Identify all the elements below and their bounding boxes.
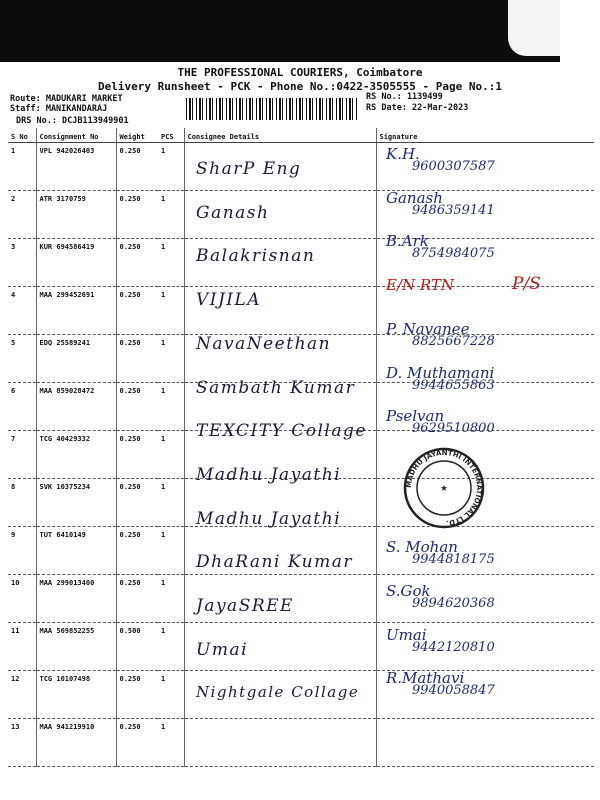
row-weight: 0.250 — [116, 719, 158, 767]
signature-mark: B.Ark — [386, 232, 429, 251]
row-pcs: 1 — [158, 623, 184, 671]
row-pcs: 1 — [158, 431, 184, 479]
signature-mark: D. Muthamani — [386, 363, 495, 382]
table-row — [8, 191, 594, 239]
consignee-handwritten-name: Madhu Jayathi — [196, 508, 342, 529]
row-consignment-no: MAA 299452691 — [36, 287, 116, 335]
recipient-phone-number: 8825667228 — [412, 333, 495, 349]
recipient-phone-number: 9600307587 — [412, 159, 495, 174]
status-mark: P/S — [512, 274, 541, 295]
consignee-handwritten-name: NavaNeethan — [196, 333, 332, 354]
consignee-handwritten-name: JayaSREE — [196, 596, 294, 616]
recipient-phone-number: 9442120810 — [412, 639, 495, 655]
consignee-handwritten-name: Ganash — [196, 202, 270, 223]
signature-mark: S. Mohan — [386, 538, 458, 557]
row-sno: 1 — [8, 143, 36, 191]
row-sno: 5 — [8, 335, 36, 383]
row-pcs: 1 — [158, 527, 184, 575]
row-weight: 0.250 — [116, 527, 158, 575]
runsheet-subtitle: Delivery Runsheet - PCK - Phone No.:0422-3505555 - Page No.:1 — [98, 80, 502, 93]
row-consignment-no: ATR 3170759 — [36, 191, 116, 239]
row-weight: 0.250 — [116, 479, 158, 527]
row-pcs: 1 — [158, 479, 184, 527]
table-header-row — [8, 128, 594, 143]
row-signature-cell — [376, 719, 594, 767]
row-consignment-no: TCG 10107498 — [36, 671, 116, 719]
row-pcs: 1 — [158, 575, 184, 623]
row-sno: 7 — [8, 431, 36, 479]
consignee-handwritten-name: Nightgale Collage — [196, 683, 360, 702]
recipient-phone-number: 9894620368 — [412, 596, 495, 611]
table-row — [8, 575, 594, 623]
consignee-handwritten-name: Sambath Kumar — [196, 377, 356, 398]
row-weight: 0.250 — [116, 383, 158, 431]
consignee-handwritten-name: Umai — [196, 639, 249, 660]
barcode — [186, 98, 358, 120]
row-pcs: 1 — [158, 719, 184, 767]
row-pcs: 1 — [158, 287, 184, 335]
row-weight: 0.250 — [116, 191, 158, 239]
row-sno: 9 — [8, 527, 36, 575]
signature-mark: Pselvan — [386, 407, 445, 426]
staff-label: Staff: MANIKANDARAJ — [10, 104, 108, 114]
signature-mark: K.H. — [386, 145, 420, 163]
row-pcs: 1 — [158, 239, 184, 287]
row-consignment-no: TCG 40429332 — [36, 431, 116, 479]
row-consignment-no: VPL 942026403 — [36, 143, 116, 191]
consignee-handwritten-name: Madhu Jayathi — [196, 464, 342, 485]
row-sno: 3 — [8, 239, 36, 287]
table-row — [8, 287, 594, 335]
row-weight: 0.250 — [116, 287, 158, 335]
row-sno: 10 — [8, 575, 36, 623]
row-sno: 2 — [8, 191, 36, 239]
row-consignment-no: TUT 6410149 — [36, 527, 116, 575]
row-weight: 0.250 — [116, 431, 158, 479]
row-consignment-no: MAA 941219910 — [36, 719, 116, 767]
recipient-phone-number: 9944818175 — [412, 552, 495, 568]
row-weight: 0.250 — [116, 239, 158, 287]
row-weight: 0.250 — [116, 335, 158, 383]
route-label: Route: MADUKARI MARKET — [10, 94, 123, 104]
row-consignment-no: MAA 299013400 — [36, 575, 116, 623]
recipient-phone-number: 9940058847 — [412, 683, 495, 699]
col-header-consignment: Consignment No — [36, 128, 116, 143]
row-consignment-no: MAA 859028472 — [36, 383, 116, 431]
table-row — [8, 719, 594, 767]
consignee-handwritten-name: SharP Eng — [196, 159, 302, 179]
signature-mark: R.Mathavi — [386, 669, 465, 688]
row-consignment-no: EDQ 25589241 — [36, 335, 116, 383]
row-sno: 11 — [8, 623, 36, 671]
row-weight: 0.250 — [116, 575, 158, 623]
row-weight: 0.500 — [116, 623, 158, 671]
row-pcs: 1 — [158, 191, 184, 239]
row-consignee-cell — [184, 719, 376, 767]
col-header-weight: Weight — [116, 128, 158, 143]
table-row — [8, 623, 594, 671]
rs-date: RS Date: 22-Mar-2023 — [366, 103, 469, 113]
col-header-consignee: Consignee Details — [184, 128, 376, 143]
row-sno: 4 — [8, 287, 36, 335]
row-weight: 0.250 — [116, 671, 158, 719]
recipient-phone-number: 9629510800 — [412, 421, 495, 437]
svg-text:★: ★ — [440, 480, 448, 494]
rs-number: RS No.: 1139499 — [366, 92, 443, 102]
row-pcs: 1 — [158, 383, 184, 431]
row-weight: 0.250 — [116, 143, 158, 191]
signature-mark: Ganash — [386, 188, 443, 207]
consignee-handwritten-name: TEXCITY Collage — [196, 421, 367, 442]
signature-mark: P. Navanee — [386, 319, 470, 338]
recipient-phone-number: 9944655863 — [412, 377, 495, 393]
drs-number: DRS No.: DCJB113949901 — [16, 116, 129, 126]
row-pcs: 1 — [158, 335, 184, 383]
col-header-pcs: PCS — [158, 128, 184, 143]
row-consignment-no: MAA 569852255 — [36, 623, 116, 671]
col-header-sno: S No — [8, 128, 36, 143]
signature-mark: E/N RTN — [386, 276, 455, 295]
row-consignment-no: SVK 10375234 — [36, 479, 116, 527]
row-pcs: 1 — [158, 671, 184, 719]
runsheet-table — [8, 128, 594, 767]
row-sno: 6 — [8, 383, 36, 431]
stamp-text: MADHU JAYANTHI INTERNATIONAL LTD. — [404, 448, 484, 527]
signature-mark: S.Gok — [386, 582, 431, 600]
row-pcs: 1 — [158, 143, 184, 191]
row-sno: 13 — [8, 719, 36, 767]
col-header-signature: Signature — [376, 128, 594, 143]
row-sno: 8 — [8, 479, 36, 527]
row-sno: 12 — [8, 671, 36, 719]
consignee-handwritten-name: VIJILA — [196, 290, 262, 311]
consignee-handwritten-name: Balakrisnan — [196, 246, 316, 267]
torn-paper-edge — [560, 0, 600, 62]
recipient-phone-number: 8754984075 — [412, 246, 495, 262]
signature-mark: Umai — [386, 625, 427, 644]
company-seal-stamp — [402, 446, 486, 530]
company-title: THE PROFESSIONAL COURIERS, Coimbatore — [177, 66, 423, 79]
recipient-phone-number: 9486359141 — [412, 202, 495, 218]
consignee-handwritten-name: DhaRani Kumar — [196, 552, 353, 573]
row-consignment-no: KUR 694586419 — [36, 239, 116, 287]
